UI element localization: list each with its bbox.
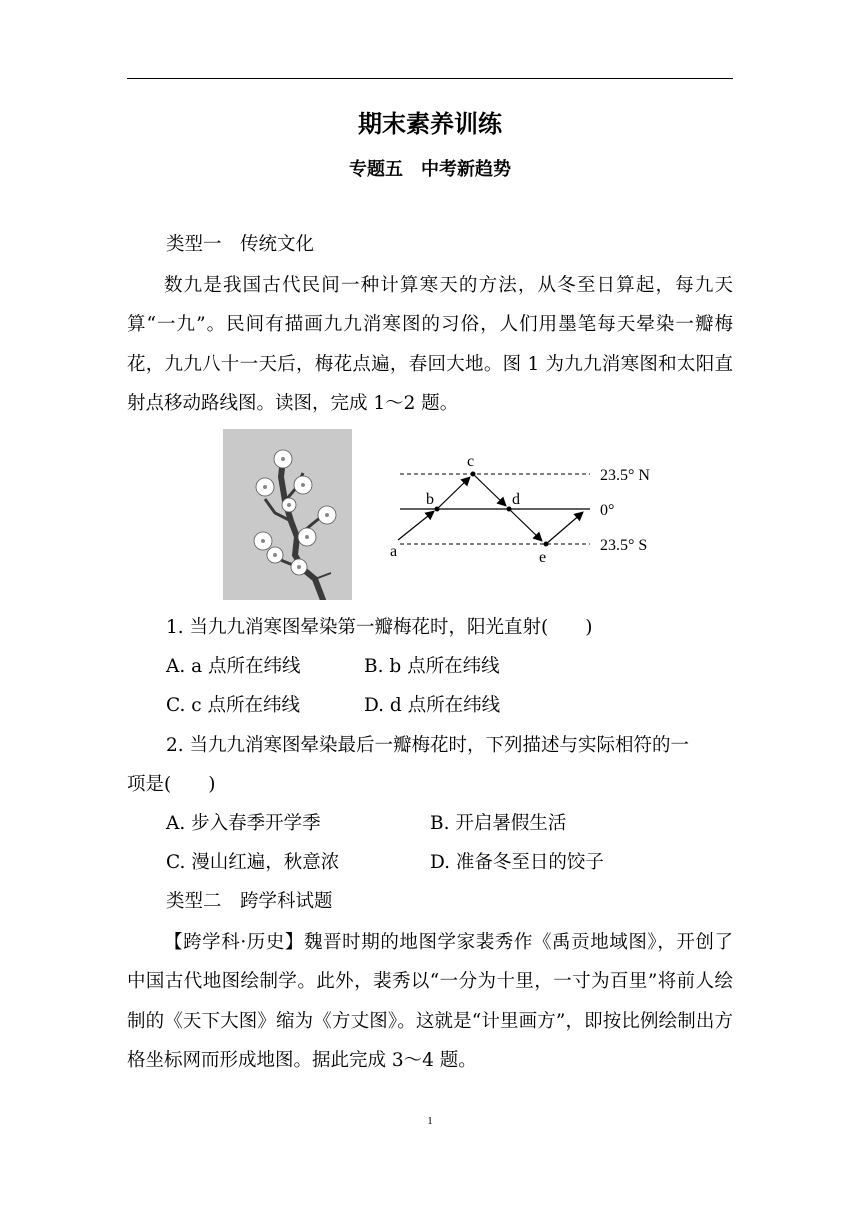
- plum-blossom-image: [223, 429, 352, 600]
- page-title: 期末素养训练: [358, 110, 502, 138]
- question-1-stem: 1. 当九九消寒图晕染第一瓣梅花时，阳光直射( ): [166, 617, 593, 638]
- section1-heading: 类型一 传统文化: [166, 234, 315, 255]
- question-1-option-c[interactable]: C. c 点所在纬线: [166, 695, 300, 716]
- section1-intro: 数九是我国古代民间一种计算寒天的方法，从冬至日算起，每九天算“一九”。民间有描画九九消寒图的习俗，人们用墨笔每天晕染一瓣梅花，九九八十一天后，梅花点遍，春回大地。图 1 为九九消寒图和太阳直射点移动路线图。读图，完成 1～2 题。: [127, 275, 733, 414]
- question-1-option-b[interactable]: B. b 点所在纬线: [364, 656, 500, 677]
- question-2-option-d[interactable]: D. 准备冬至日的饺子: [430, 852, 604, 873]
- question-1-option-d[interactable]: D. d 点所在纬线: [364, 695, 501, 716]
- lat-north-label: 23.5° N: [600, 467, 650, 484]
- question-2-stem-line2: 项是( ): [127, 774, 216, 795]
- point-c-label: c: [467, 453, 475, 470]
- question-2-option-c[interactable]: C. 漫山红遍，秋意浓: [166, 852, 340, 873]
- point-e-label: e: [539, 549, 547, 566]
- section2-intro: 【跨学科·历史】魏晋时期的地图学家裴秀作《禹贡地域图》，开创了中国古代地图绘制学。此外，裴秀以“一分为十里，一寸为百里”将前人绘制的《天下大图》缩为《方丈图》。这就是“计里画方”，即按比例绘制出方格坐标网而形成地图。据此完成 3～4 题。: [127, 932, 733, 1071]
- section2-heading: 类型二 跨学科试题: [166, 891, 333, 912]
- point-d-label: d: [512, 491, 520, 508]
- page-subtitle: 专题五 中考新趋势: [349, 159, 511, 180]
- sun-path-diagram: [388, 452, 678, 568]
- question-2-option-b[interactable]: B. 开启暑假生活: [430, 813, 567, 834]
- equator-label: 0°: [600, 502, 615, 519]
- question-2-stem-line1: 2. 当九九消寒图晕染最后一瓣梅花时，下列描述与实际相符的一: [166, 735, 690, 756]
- question-2-option-a[interactable]: A. 步入春季开学季: [166, 813, 321, 834]
- question-1-option-a[interactable]: A. a 点所在纬线: [166, 656, 301, 677]
- header-rule: [127, 78, 733, 79]
- lat-south-label: 23.5° S: [600, 537, 648, 554]
- point-b-label: b: [426, 491, 434, 508]
- page-number: 1: [427, 1115, 433, 1127]
- point-a-label: a: [390, 543, 398, 560]
